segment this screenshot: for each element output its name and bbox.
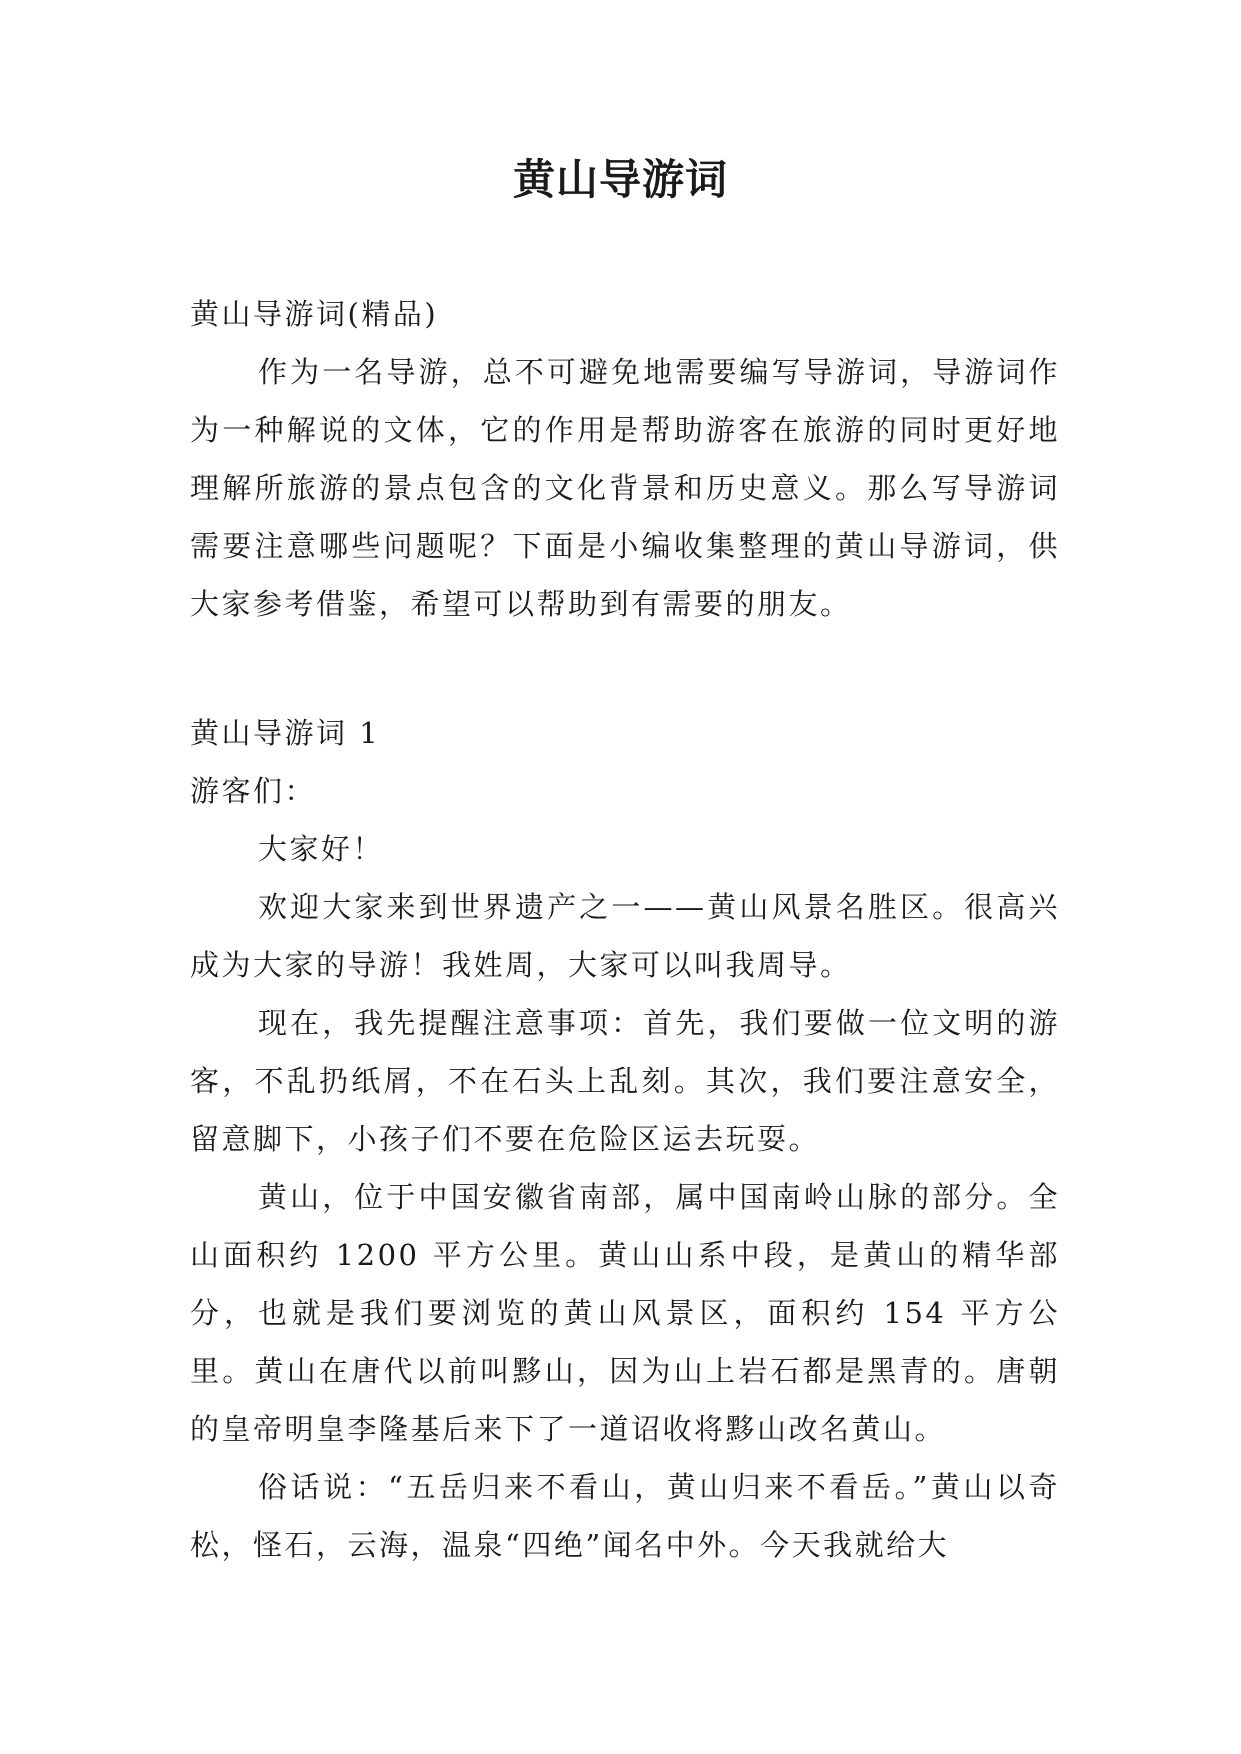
intro-paragraph: 作为一名导游，总不可避免地需要编写导游词，导游词作为一种解说的文体，它的作用是帮助游客在旅游的同时更好地理解所旅游的景点包含的文化背景和历史意义。那么写导游词需要注意哪些问题呢？下面是小编收集整理的黄山导游词，供大家参考借鉴，希望可以帮助到有需要的朋友。 xyxy=(190,355,1060,621)
salutation: 游客们： xyxy=(190,774,317,808)
paragraph-greeting: 大家好！ xyxy=(258,832,385,866)
section-heading: 黄山导游词 1 xyxy=(190,716,381,750)
paragraph-saying: 俗话说：“五岳归来不看山，黄山归来不看岳。”黄山以奇松，怪石，云海，温泉“四绝”闻名中外。今天我就给大 xyxy=(190,1470,1060,1562)
paragraph-welcome: 欢迎大家来到世界遗产之一——黄山风景名胜区。很高兴成为大家的导游！我姓周，大家可以叫我周导。 xyxy=(190,890,1060,982)
document-title: 黄山导游词 xyxy=(512,155,728,204)
document-body xyxy=(190,285,1060,1574)
document-subtitle: 黄山导游词(精品) xyxy=(190,297,439,331)
paragraph-location: 黄山，位于中国安徽省南部，属中国南岭山脉的部分。全山面积约 1200 平方公里。黄山山系中段，是黄山的精华部分，也就是我们要浏览的黄山风景区，面积约 154 平方公里。黄山在唐代以前叫黟山，因为山上岩石都是黑青的。唐朝的皇帝明皇李隆基后来下了一道诏收将黟山改名黄山。 xyxy=(190,1180,1060,1446)
paragraph-notices: 现在，我先提醒注意事项：首先，我们要做一位文明的游客，不乱扔纸屑，不在石头上乱刻。其次，我们要注意安全，留意脚下，小孩子们不要在危险区运去玩耍。 xyxy=(190,1006,1060,1156)
